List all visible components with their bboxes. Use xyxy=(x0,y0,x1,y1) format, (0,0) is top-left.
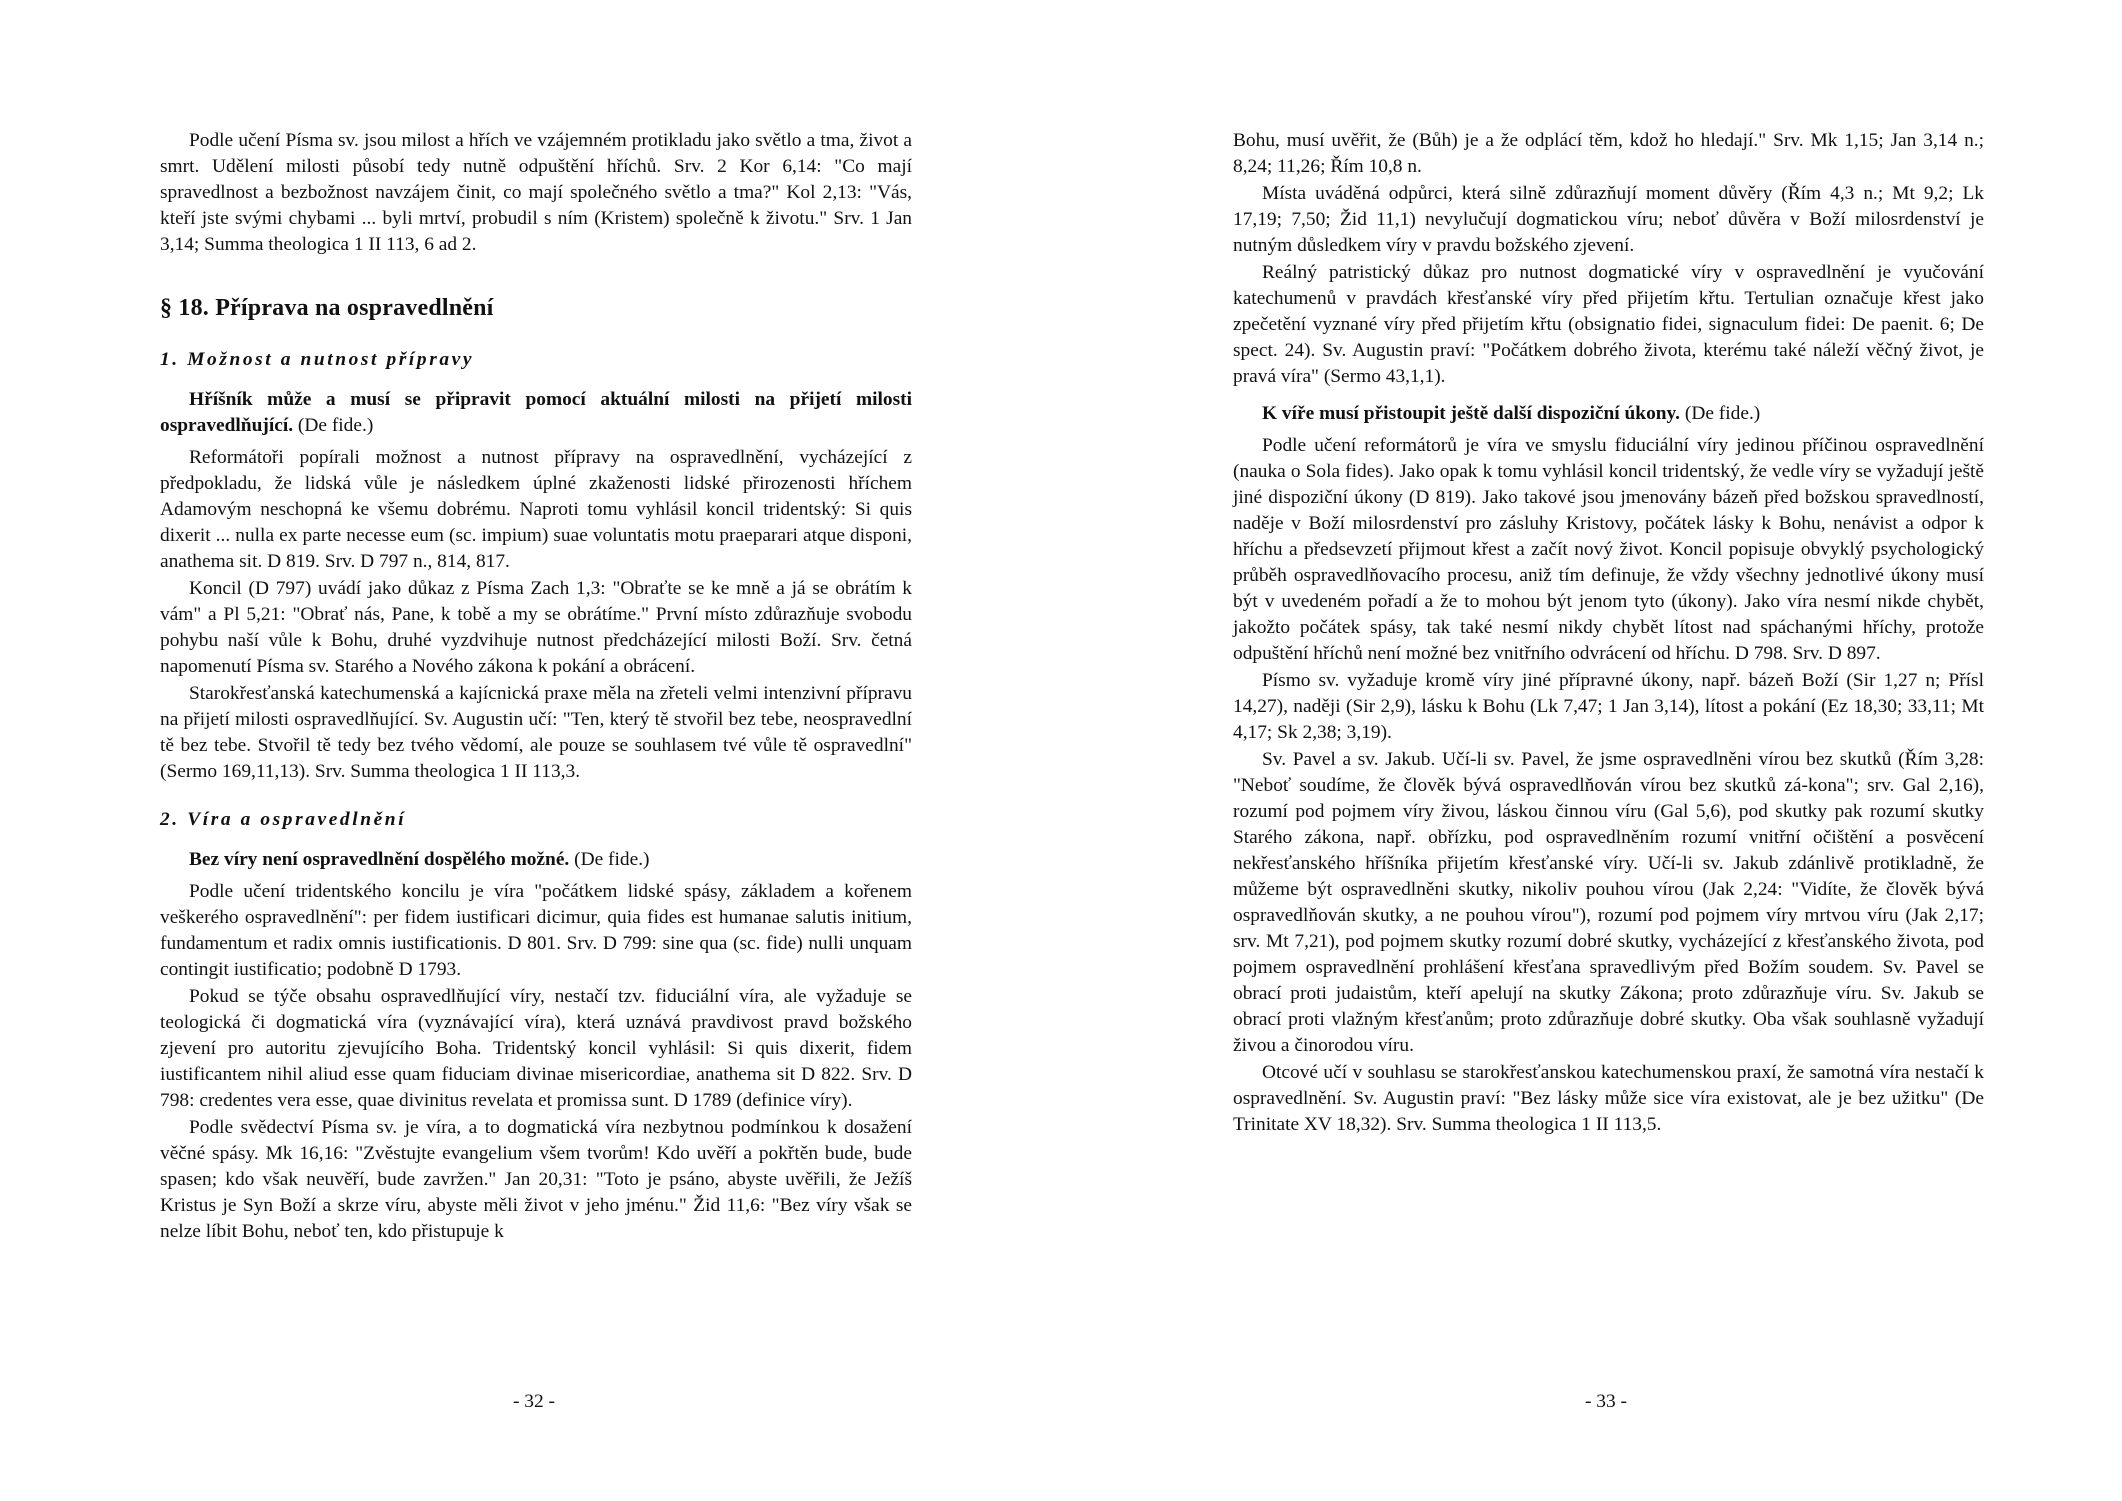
paragraph: Reformátoři popírali možnost a nutnost přípravy na ospravedlnění, vycházející z předpokladu, že lidská vůle je následkem úplné zkaženosti lidské přirozenosti hříchem Adamovým neschopná ke všemu dobrému. Naproti tomu vyhlásil koncil tridentský: Si quis dixerit ... nulla ex parte necesse eum (sc. impium) suae voluntatis motu praeparari atque disponi, anathema sit. D 819. Srv. D 797 n., 814, 817. xyxy=(160,447,912,572)
paragraph: Podle svědectví Písma sv. je víra, a to dogmatická víra nezbytnou podmínkou k dosažení věčné spásy. Mk 16,16: "Zvěstujte evangelium všem tvorům! Kdo uvěří a pokřtěn bude, bude spasen; kdo však neuvěří, bude zavržen." Jan 20,31: "Toto je psáno, abyste uvěřili, že Ježíš Kristus je Syn Boží a skrze víru, abyste měli život v jeho jménu." Žid 11,6: "Bez víry však se nelze líbit Bohu, neboť ten, kdo přistupuje k xyxy=(160,1117,912,1242)
paragraph: Bohu, musí uvěřit, že (Bůh) je a že odplácí těm, kdož ho hledají." Srv. Mk 1,15; Jan 3,14 n.; 8,24; 11,26; Řím 10,8 n. xyxy=(1233,130,1984,177)
paragraph: Podle učení Písma sv. jsou milost a hřích ve vzájemném protikladu jako světlo a tma, život a smrt. Udělení milosti působí tedy nutně odpuštění hříchů. Srv. 2 Kor 6,14: "Co mají spravedlnost a bezbožnost navzájem činit, co mají společného světlo a tma?" Kol 2,13: "Vás, kteří jste svými chybami ... byli mrtví, probudil s ním (Kristem) společně k životu." Srv. 1 Jan 3,14; Summa theologica 1 II 113, 6 ad 2. xyxy=(160,130,912,255)
paragraph: Koncil (D 797) uvádí jako důkaz z Písma Zach 1,3: "Obraťte se ke mně a já se obrátím k vám" a Pl 5,21: "Obrať nás, Pane, k tobě a my se obrátíme." První místo zdůrazňuje svobodu pohybu naší vůle k Bohu, druhé vyzdvihuje nutnost předcházející milosti Boží. Srv. četná napomenutí Písma sv. Starého a Nového zákona k pokání a obrácení. xyxy=(160,578,912,677)
paragraph: Sv. Pavel a sv. Jakub. Učí-li sv. Pavel, že jsme ospravedlněni vírou bez skutků (Řím 3,28: "Neboť soudíme, že člověk bývá ospravedlňován vírou bez skutků zá-kona"; srv. Gal 2,16), rozumí pod pojmem víry živou, láskou činnou víru (Gal 5,6), pod skutky pak rozumí skutky Starého zákona, např. obřízku, pod ospravedlněním rozumí vnitřní očištění a posvěcení nekřesťanského hříšníka přijetím křesťanské víry. Učí-li sv. Jakub zdánlivě protikladně, že můžeme být ospravedlněni skutky, nikoliv pouhou vírou (Jak 2,24: "Vidíte, že člověk bývá ospravedlňován skutky, a ne pouhou vírou"), rozumí pod pojmem víry mrtvou víru (Jak 2,17; srv. Mt 7,21), pod pojmem skutky rozumí dobré skutky, vycházející z křesťanského života, pod pojmem ospravedlnění prohlášení křesťana spravedlivým před Božím soudem. Sv. Pavel se obrací proti judaistům, kteří apelují na skutky Zákona; proto zdůrazňuje víru. Sv. Jakub se obrací proti vlažným křesťanům; proto zdůrazňuje dobré skutky. Oba však souhlasně vyžadují živou a činorodou víru. xyxy=(1233,749,1984,1056)
paragraph: Reálný patristický důkaz pro nutnost dogmatické víry v ospravedlnění je vyučování katechumenů v pravdách křesťanské víry před přijetím křtu. Tertulian označuje křest jako zpečetění vyznané víry před přijetím křtu (obsignatio fidei, signaculum fidei: De paenit. 6; De spect. 24). Sv. Augustin praví: "Počátkem dobrého života, kterému také náleží věčný život, je pravá víra" (Sermo 43,1,1). xyxy=(1233,262,1984,387)
left-text-column xyxy=(160,128,912,1246)
paragraph: Starokřesťanská katechumenská a kajícnická praxe měla na zřeteli velmi intenzivní přípravu na přijetí milosti ospravedlňující. Sv. Augustin učí: "Ten, který tě stvořil bez tebe, neospravedlní tě bez tebe. Stvořil tě tedy bez tvého vědomí, ale pouze se souhlasem tvé vůle tě ospravedlní" (Sermo 169,11,13). Srv. Summa theologica 1 II 113,3. xyxy=(160,683,912,782)
paragraph: Otcové učí v souhlasu se starokřesťanskou katechumenskou praxí, že samotná víra nestačí k ospravedlnění. Sv. Augustin praví: "Bez lásky může sice víra existovat, ale je bez užitku" (De Trinitate XV 18,32). Srv. Summa theologica 1 II 113,5. xyxy=(1233,1062,1984,1135)
right-page xyxy=(1061,0,2122,1501)
subsection-title: 1. Možnost a nutnost přípravy xyxy=(160,349,475,370)
subsection-title: 2. Víra a ospravedlnění xyxy=(160,809,407,830)
thesis-bold: Hříšník může a musí se připravit pomocí aktuální milosti na přijetí milosti ospravedlňující. xyxy=(160,389,912,436)
thesis-bold: K víře musí přistoupit ještě další dispoziční úkony. xyxy=(1262,403,1681,424)
thesis-tag: (De fide.) xyxy=(569,849,650,870)
thesis xyxy=(160,387,912,439)
thesis-tag: (De fide.) xyxy=(1680,403,1761,424)
thesis-tag: (De fide.) xyxy=(293,415,374,436)
paragraph: Pokud se týče obsahu ospravedlňující víry, nestačí tzv. fiduciální víra, ale vyžaduje se teologická či dogmatická víra (vyznávající víra), která uznává pravdivost pravd božského zjevení pro autoritu zjevujícího Boha. Tridentský koncil vyhlásil: Si quis dixerit, fidem iustificantem nihil aliud esse quam fiduciam divinae misericordiae, anathema sit D 822. Srv. D 798: credentes vera esse, quae divinitus revelata et promissa sunt. D 1789 (definice víry). xyxy=(160,986,912,1111)
right-text-column xyxy=(1233,128,1984,1139)
page-number: - 32 - xyxy=(512,1391,555,1412)
paragraph: Podle učení reformátorů je víra ve smyslu fiduciální víry jedinou příčinou ospravedlnění (nauka o Sola fides). Jako opak k tomu vyhlásil koncil tridentský, že vedle víry se vyžadují ještě jiné dispoziční úkony (D 819). Jako takové jsou jmenovány bázeň před božskou spravedlností, naděje v Boží milosrdenství pro zásluhy Kristovy, počátek lásky k Bohu, nenávist a odpor k hříchu a předsevzetí přijmout křest a začít nový život. Koncil popisuje obvyklý psychologický průběh ospravedlňovacího procesu, aniž tím definuje, že vždy všechny jednotlivé úkony musí být v uvedeném pořadí a že to mohou být jenom tyto (úkony). Jako víra nesmí nikde chybět, jakožto počátek spásy, tak také nesmí nikdy chybět lítost nad spáchanými hříchy, protože odpuštění hříchů není možné bez vnitřního odvrácení od hříchu. D 798. Srv. D 897. xyxy=(1233,435,1984,664)
thesis-bold: Bez víry není ospravedlnění dospělého možné. xyxy=(189,849,570,870)
section-title: § 18. Příprava na ospravedlnění xyxy=(160,295,494,321)
paragraph: Místa uváděná odpůrci, která silně zdůrazňují moment důvěry (Řím 4,3 n.; Mt 9,2; Lk 17,19; 7,50; Žid 11,1) nevylučují dogmatickou víru; neboť důvěra v Boží milosrdenství je nutným důsledkem víry v pravdu božského zjevení. xyxy=(1233,183,1984,256)
page-number: - 33 - xyxy=(1584,1391,1627,1412)
paragraph: Podle učení tridentského koncilu je víra "počátkem lidské spásy, základem a kořenem veškerého ospravedlnění": per fidem iustificari dicimur, quia fides est humanae salutis initium, fundamentum et radix omnis iustificationis. D 801. Srv. D 799: sine qua (sc. fide) nulli unquam contingit iustificatio; podobně D 1793. xyxy=(160,881,912,980)
paragraph: Písmo sv. vyžaduje kromě víry jiné přípravné úkony, např. bázeň Boží (Sir 1,27 n; Přísl 14,27), naději (Sir 2,9), lásku k Bohu (Lk 7,47; 1 Jan 3,14), lítost a pokání (Ez 18,30; 33,11; Mt 4,17; Sk 2,38; 3,19). xyxy=(1233,670,1984,743)
thesis xyxy=(1233,401,1984,427)
thesis xyxy=(160,847,912,873)
